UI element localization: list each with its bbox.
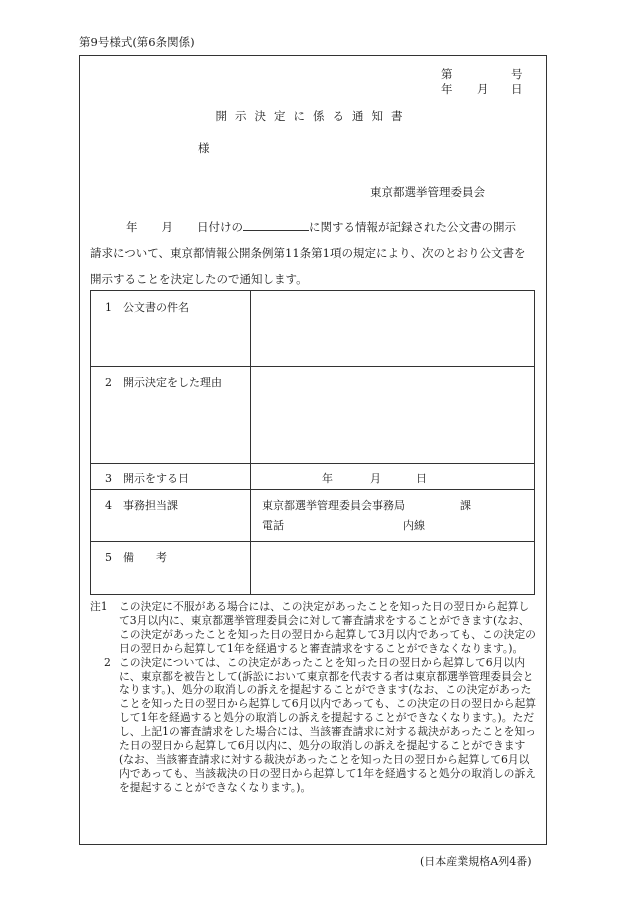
table-column-divider (250, 291, 251, 594)
intro-line-3: 開示することを決定したので通知します。 (90, 272, 308, 286)
date-day: 日 (511, 82, 523, 96)
note-1-label: 注1 (90, 600, 108, 613)
row-disclosure-date-label: 3 開示をする日 (105, 472, 189, 485)
note-2 (90, 656, 538, 795)
table-row-divider (91, 489, 534, 490)
details-table (90, 290, 535, 595)
doc-number-prefix: 第 (441, 67, 453, 81)
table-row-divider (91, 366, 534, 367)
note-1 (90, 600, 538, 656)
intro-line1-rest: に関する情報が記録された公文書の開示 (309, 220, 516, 234)
date-month: 月 (477, 82, 489, 96)
office-section-suffix: 課 (460, 499, 471, 512)
row-remarks-label: 5 備 考 (105, 551, 167, 564)
doc-number-suffix: 号 (511, 67, 523, 81)
office-name: 東京都選挙管理委員会事務局 (262, 499, 405, 512)
date-year: 年 (441, 82, 453, 96)
subject-blank-underline (243, 218, 309, 231)
issuer-name: 東京都選挙管理委員会 (370, 185, 485, 199)
intro-line-1 (90, 214, 538, 240)
disclosure-year: 年 (322, 472, 333, 485)
note-2-text: この決定については、この決定があったことを知った日の翌日から起算して6月以内に、東京都を被告として(訴訟において東京都を代表する者は東京都選挙管理委員会となります。)、処分の取消しの訴えを提起することができます(なお、この決定があったことを知った日の翌日から起算して6月以内であっても、この決定の日の翌日から起算して1年を経過すると処分の取消しの訴えを提起することができなくなります。)。ただし、上記1の審査請求をした場合には、当該審査請求に対する裁決があったことを知った日の翌日から起算して6月以内に、処分の取消しの訴えを提起することができます(なお、当該審査請求に対する裁決があったことを知った日の翌日から起算して6月以内であっても、当該裁決の日の翌日から起算して1年を経過すると処分の取消しの訴えを提起することができなくなります。)。 (119, 655, 537, 794)
table-row-divider (91, 463, 534, 464)
notes-section (90, 600, 538, 795)
intro-year: 年 (126, 220, 138, 234)
office-extension-label: 内線 (403, 519, 425, 532)
office-phone-label: 電話 (262, 519, 284, 532)
disclosure-month: 月 (370, 472, 381, 485)
disclosure-day: 日 (416, 472, 427, 485)
row-subject-label: 1 公文書の件名 (105, 301, 189, 314)
addressee-suffix: 様 (198, 141, 210, 155)
table-row-divider (91, 541, 534, 542)
intro-line-2: 請求について、東京都情報公開条例第11条第1項の規定により、次のとおり公文書を (90, 246, 526, 260)
intro-paragraph (90, 214, 538, 292)
row-reason-label: 2 開示決定をした理由 (105, 376, 222, 389)
row-office-label: 4 事務担当課 (105, 499, 178, 512)
intro-day-tsuke: 日付けの (197, 220, 243, 234)
intro-month: 月 (161, 220, 173, 234)
paper-size-footer: (日本産業規格A列4番) (420, 855, 532, 868)
form-number-label: 第9号様式(第6条関係) (79, 35, 195, 49)
note-1-text: この決定に不服がある場合には、この決定があったことを知った日の翌日から起算して3月以内に、東京都選挙管理委員会に対して審査請求をすることができます(なお、この決定があったことを知った日の翌日から起算して3月以内であっても、この決定の日の翌日から起算して1年を経過すると審査請求をすることができなくなります。)。 (119, 600, 536, 655)
document-title: 開示決定に係る通知書 (215, 109, 411, 123)
note-2-label: 2 (104, 655, 111, 669)
